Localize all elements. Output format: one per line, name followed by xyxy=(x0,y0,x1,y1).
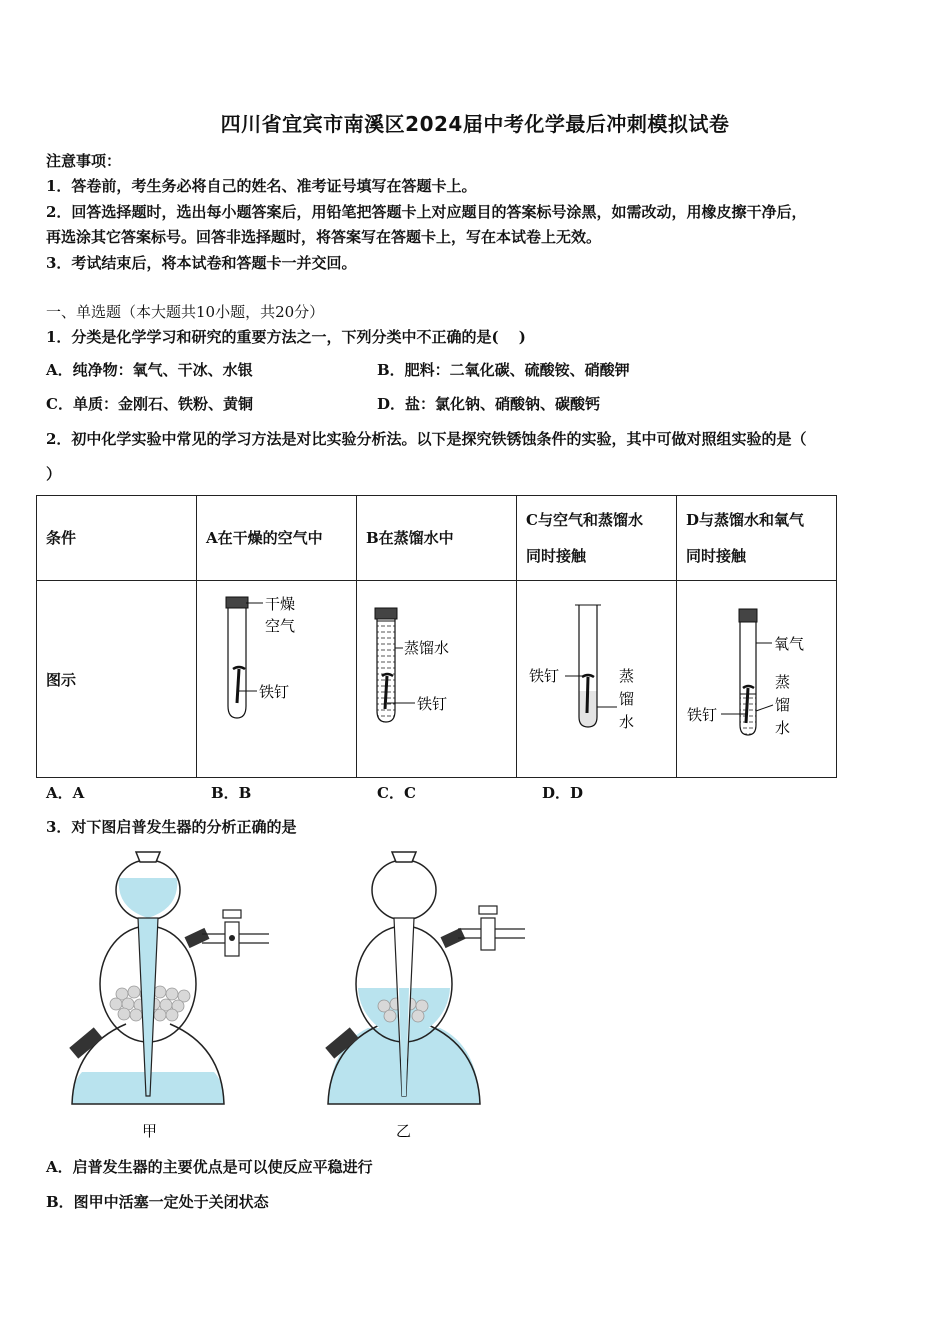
label-water-1: 蒸 xyxy=(775,673,791,691)
notice-item-2b: 再选涂其它答案标号。回答非选择题时，将答案写在答题卡上，写在本试卷上无效。 xyxy=(46,228,602,246)
column-d-header-line1: D与蒸馏水和氧气 xyxy=(686,511,805,529)
top-liquid xyxy=(119,878,178,918)
leader-line xyxy=(756,705,773,711)
page-title: 四川省宜宾市南溪区2024届中考化学最后冲刺模拟试卷 xyxy=(220,112,730,136)
kipp-apparatus-jia xyxy=(64,846,284,1146)
figure-d-cell xyxy=(677,581,837,778)
label-yi: 乙 xyxy=(396,1122,412,1140)
label-nail: 铁钉 xyxy=(417,695,448,713)
figure-d-test-tube xyxy=(677,581,835,777)
label-water-2: 馏 xyxy=(619,690,635,708)
label-nail: 铁钉 xyxy=(687,706,718,724)
figure-a-cell xyxy=(197,581,357,778)
figure-a-test-tube xyxy=(197,581,355,777)
column-c-header-line2: 同时接触 xyxy=(526,547,587,565)
nail xyxy=(587,677,588,713)
figure-c-cell xyxy=(517,581,677,778)
stopper xyxy=(375,608,397,619)
nail xyxy=(385,676,387,709)
column-c-header-line1: C与空气和蒸馏水 xyxy=(526,511,643,529)
q1-option-d[interactable]: D．盐：氯化钠、硝酸钠、碳酸钙 xyxy=(377,395,601,413)
top-neck xyxy=(392,852,416,862)
notice-item-2a: 2．回答选择题时，选出每小题答案后，用铅笔把答题卡上对应题目的答案标号涂黑，如需改动，用橡皮擦干净后， xyxy=(46,203,807,221)
column-a-header: A在干燥的空气中 xyxy=(197,496,357,581)
condition-label: 条件 xyxy=(37,496,197,581)
nail-head xyxy=(233,667,245,669)
nail-head xyxy=(743,686,754,688)
label-water-3: 水 xyxy=(775,719,791,737)
valve-body xyxy=(481,918,495,950)
label-nail: 铁钉 xyxy=(259,683,290,701)
label-dry: 干燥 xyxy=(265,595,296,613)
experiment-table xyxy=(36,495,837,778)
valve-handle xyxy=(223,910,241,918)
notice-item-3: 3．考试结束后，将本试卷和答题卡一并交回。 xyxy=(46,254,357,272)
q1-option-a[interactable]: A．纯净物：氧气、干冰、水银 xyxy=(46,361,253,379)
figure-label: 图示 xyxy=(37,581,197,778)
q2-stem: 2．初中化学实验中常见的学习方法是对比实验分析法。以下是探究铁锈蚀条件的实验，其中可做对照组实验的是（ xyxy=(46,430,807,448)
notice-item-1: 1．答卷前，考生务必将自己的姓名、准考证号填写在答题卡上。 xyxy=(46,177,477,195)
label-water-3: 水 xyxy=(619,713,635,731)
q1-option-c[interactable]: C．单质：金刚石、铁粉、黄铜 xyxy=(46,395,253,413)
bottom-plug xyxy=(69,1027,103,1058)
nail xyxy=(746,688,748,723)
q2-stem-end: ） xyxy=(46,465,62,483)
figure-b-cell xyxy=(357,581,517,778)
column-d-header xyxy=(677,496,837,581)
q3-option-a[interactable]: A．启普发生器的主要优点是可以使反应平稳进行 xyxy=(46,1158,373,1176)
q1-stem: 1．分类是化学学习和研究的重要方法之一，下列分类中不正确的是( ) xyxy=(46,328,526,346)
stopper xyxy=(226,597,248,608)
label-water: 蒸馏水 xyxy=(404,639,450,657)
nail xyxy=(237,669,239,703)
label-nail: 铁钉 xyxy=(529,667,560,685)
stopper xyxy=(739,609,757,622)
q2-option-a[interactable]: A．A xyxy=(46,784,85,802)
q2-option-b[interactable]: B．B xyxy=(211,784,252,802)
column-c-header xyxy=(517,496,677,581)
figure-c-test-tube xyxy=(517,581,675,777)
notice-heading: 注意事项： xyxy=(46,152,122,170)
top-neck xyxy=(136,852,160,862)
q1-option-b[interactable]: B．肥料：二氧化碳、硫酸铵、硝酸钾 xyxy=(377,361,630,379)
section-heading: 一、单选题（本大题共10小题，共20分） xyxy=(46,303,325,321)
q3-option-b[interactable]: B．图甲中活塞一定处于关闭状态 xyxy=(46,1193,269,1211)
q2-option-d[interactable]: D．D xyxy=(542,784,584,802)
top-bulb xyxy=(372,860,436,920)
side-plug xyxy=(184,928,209,948)
label-water-2: 馏 xyxy=(775,696,791,714)
label-air: 空气 xyxy=(265,617,296,635)
label-jia: 甲 xyxy=(142,1122,158,1140)
figure-b-test-tube xyxy=(357,581,515,777)
q2-option-c[interactable]: C．C xyxy=(377,784,416,802)
column-d-header-line2: 同时接触 xyxy=(686,547,747,565)
label-oxygen: 氧气 xyxy=(774,635,805,653)
q3-stem: 3．对下图启普发生器的分析正确的是 xyxy=(46,818,297,836)
valve-core xyxy=(229,935,235,941)
column-b-header: B在蒸馏水中 xyxy=(357,496,517,581)
valve-handle xyxy=(479,906,497,914)
label-water-1: 蒸 xyxy=(619,667,635,685)
kipp-apparatus-yi xyxy=(320,846,540,1146)
